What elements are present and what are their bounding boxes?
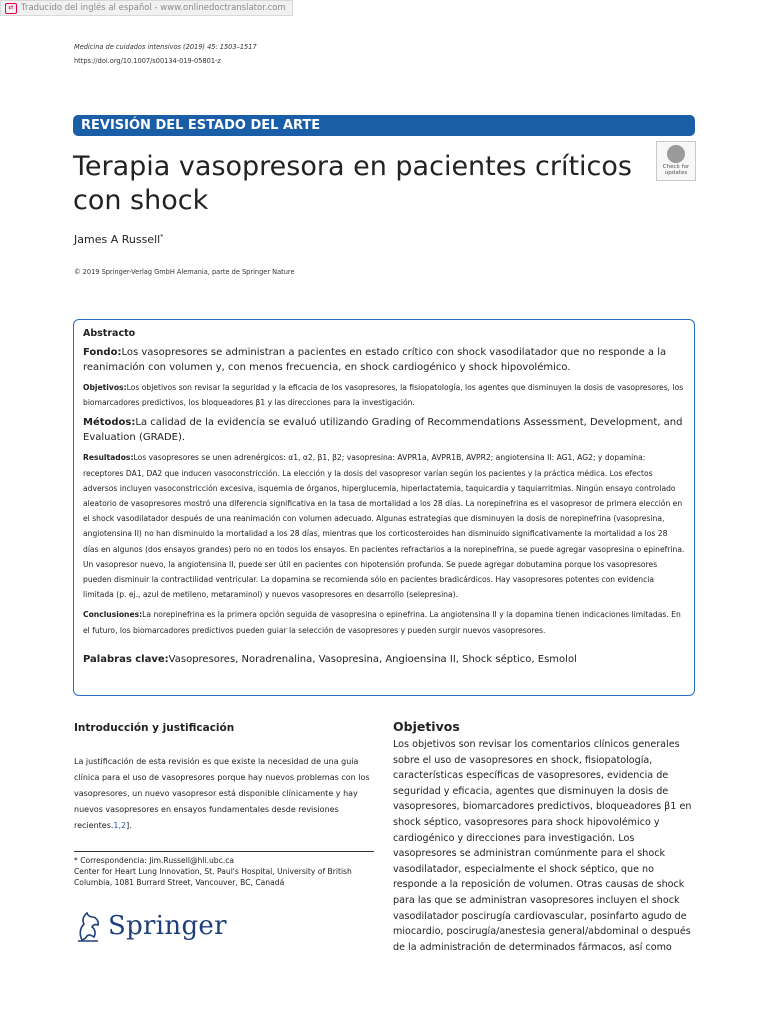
fondo-text: Los vasopresores se administran a pacientes en estado crítico con shock vasodilatador que no responde a la reanimación con volumen y, con menos frecuencia, en shock cardiogénico y shock hipovolémico. [83,347,667,373]
affiliation: Center for Heart Lung Innovation, St. Paul's Hospital, University of British Columbia, 1081 Burrard Street, Vancouver, BC, Canadá [74,867,352,887]
objetivos-heading: Objetivos [393,719,460,734]
correspondence: * Correspondencia: Jim.Russell@hli.ubc.ca [74,856,235,865]
springer-logo [74,910,227,942]
keywords-label: Palabras clave: [83,653,169,665]
resultados-text: Los vasopresores se unen adrenérgicos: α1, α2, β1, β2; vasopresina: AVPR1a, AVPR1B, AVPR2; angiotensina II: AG1, AG2; y dopamina: receptores DA1, DA2 que inducen vasoconstricción. La elección y la dosis del vasopresor varían según los pacientes y la práctica médica. Los efectos adversos incluyen vasoconstricción excesiva, isquemia de órganos, hiperglucemia, hiperlactatemia, taquicardia y taquiarritmias. Ningún ensayo controlado aleatorio de vasopresores mostró una diferencia significativa en la tasa de mortalidad a los 28 días. La norepinefrina es el vasopresor de primera elección en el shock vasodilatador después de una reanimación con volumen adecuado. Algunas estrategias que disminuyen la dosis de norepinefrina (vasopresina, angiotensina II) no han disminuido la mortalidad a los 28 días, mientras que los corticosteroides han disminuido significativamente la mortalidad a los 28 días en algunos (dos ensayos grandes) pero no en todos los ensayos. En pacientes refractarios a la norepinefrina, se puede agregar vasopresina o epinefrina. Un vasopresor nuevo, la angiotensina II, puede ser útil en pacientes con hipotensión profunda. Se puede agregar dobutamina porque los vasopresores pueden disminuir la contractilidad ventricular. La dopamina se recomienda sólo en pacientes bradicárdicos. Hay vasopresores potentes con evidencia limitada (p. ej., azul de metileno, metaraminol) y nuevos vasopresores en desarrollo (selepresina). [83,453,685,600]
author-name: James A Russell [74,233,161,246]
publisher-name: Springer [108,911,227,941]
abstract-fondo [83,345,685,375]
springer-horse-icon [74,910,102,942]
author-mark: * [160,233,164,241]
abstract-keywords [83,652,685,667]
fondo-label: Fondo: [83,347,122,358]
translator-text: Traducido del inglés al español - www.onlinedoctranslator.com [21,2,286,13]
abstract-objetivos [83,380,685,410]
abstract-resultados [83,450,685,602]
abstract-box [73,319,695,696]
conclusiones-text: La norepinefrina es la primera opción seguida de vasopresina o epinefrina. La angiotensina II y la dopamina tienen indicaciones limitadas. En el futuro, los biomarcadores predictivos pueden guiar la selección de vasopresores y pueden surgir nuevos vasopresores. [83,610,681,635]
metodos-text: La calidad de la evidencia se evaluó utilizando Grading of Recommendations Assessment, Development, and Evaluation (GRADE). [83,417,683,444]
abstract-heading: Abstracto [83,328,136,339]
intro-heading: Introducción y justificación [74,722,235,734]
objetivos-label: Objetivos: [83,383,127,392]
objetivos-paragraph: Los objetivos son revisar los comentarios clínicos generales sobre el uso de vasopresores en shock, fisiopatología, características específicas de vasopresores, evidencia de seguridad y eficacia, agentes que disminuyen la dosis de vasopresores, biomarcadores predictivos, bloqueadores β1 en shock séptico, vasopresores para shock hipovolémico y cardiogénico y direcciones para investigación. Los vasopresores se administran comúnmente para el shock vasodilatador, especialmente el shock séptico, que no responde a la reposición de volumen. Otras causas de shock para las que se administran vasopresores incluyen el shock vasodilatador poscirugía cardiovascular, posinfarto agudo de miocardio, poscirugía/anestesia general/abdominal o después de la administración de determinados fármacos, así como [393,739,692,953]
footnote [74,855,374,888]
article-type-banner: REVISIÓN DEL ESTADO DEL ARTE [73,115,695,136]
intro-text: La justificación de esta revisión es que existe la necesidad de una guía clínica para el uso de vasopresores porque hay nuevos problemas con los vasopresores, un nuevo vasopresor está disponible clínicamente y hay nuevos vasopresores en ensayos fundamentales desde revisiones recientes. [74,757,370,830]
check-for-updates-badge[interactable] [656,141,696,181]
keywords-text: Vasopresores, Noradrenalina, Vasopresina, Angioensina II, Shock séptico, Esmolol [168,653,577,665]
footnote-divider [74,851,374,852]
check-updates-label: Check for updates [662,164,690,176]
journal-citation: Medicina de cuidados intensivos (2019) 45: 1503–1517 [74,43,257,51]
translate-icon: ⇄ [5,3,17,14]
intro-after-refs: ]. [126,821,132,830]
citation-link[interactable]: 1,2 [113,821,127,830]
article-title: Terapia vasopresora en pacientes críticos con shock [73,151,632,216]
metodos-label: Métodos: [83,417,136,429]
intro-paragraph [74,754,374,834]
conclusiones-label: Conclusiones: [83,610,143,620]
author [74,233,163,246]
abstract-metodos [83,415,685,445]
translator-bar[interactable] [0,0,293,16]
check-updates-icon [667,145,685,163]
objetivos-text: Los objetivos son revisar la seguridad y la eficacia de los vasopresores, la fisiopatología, los agentes que disminuyen la dosis de vasopresores, los biomarcadores predictivos, los bloqueadores β1 y las direcciones para la investigación. [83,383,684,408]
resultados-label: Resultados: [83,453,134,463]
copyright: © 2019 Springer-Verlag GmbH Alemania, parte de Springer Nature [74,268,295,276]
abstract-conclusiones [83,607,685,637]
doi-link[interactable]: https://doi.org/10.1007/s00134-019-05801-z [74,57,221,65]
